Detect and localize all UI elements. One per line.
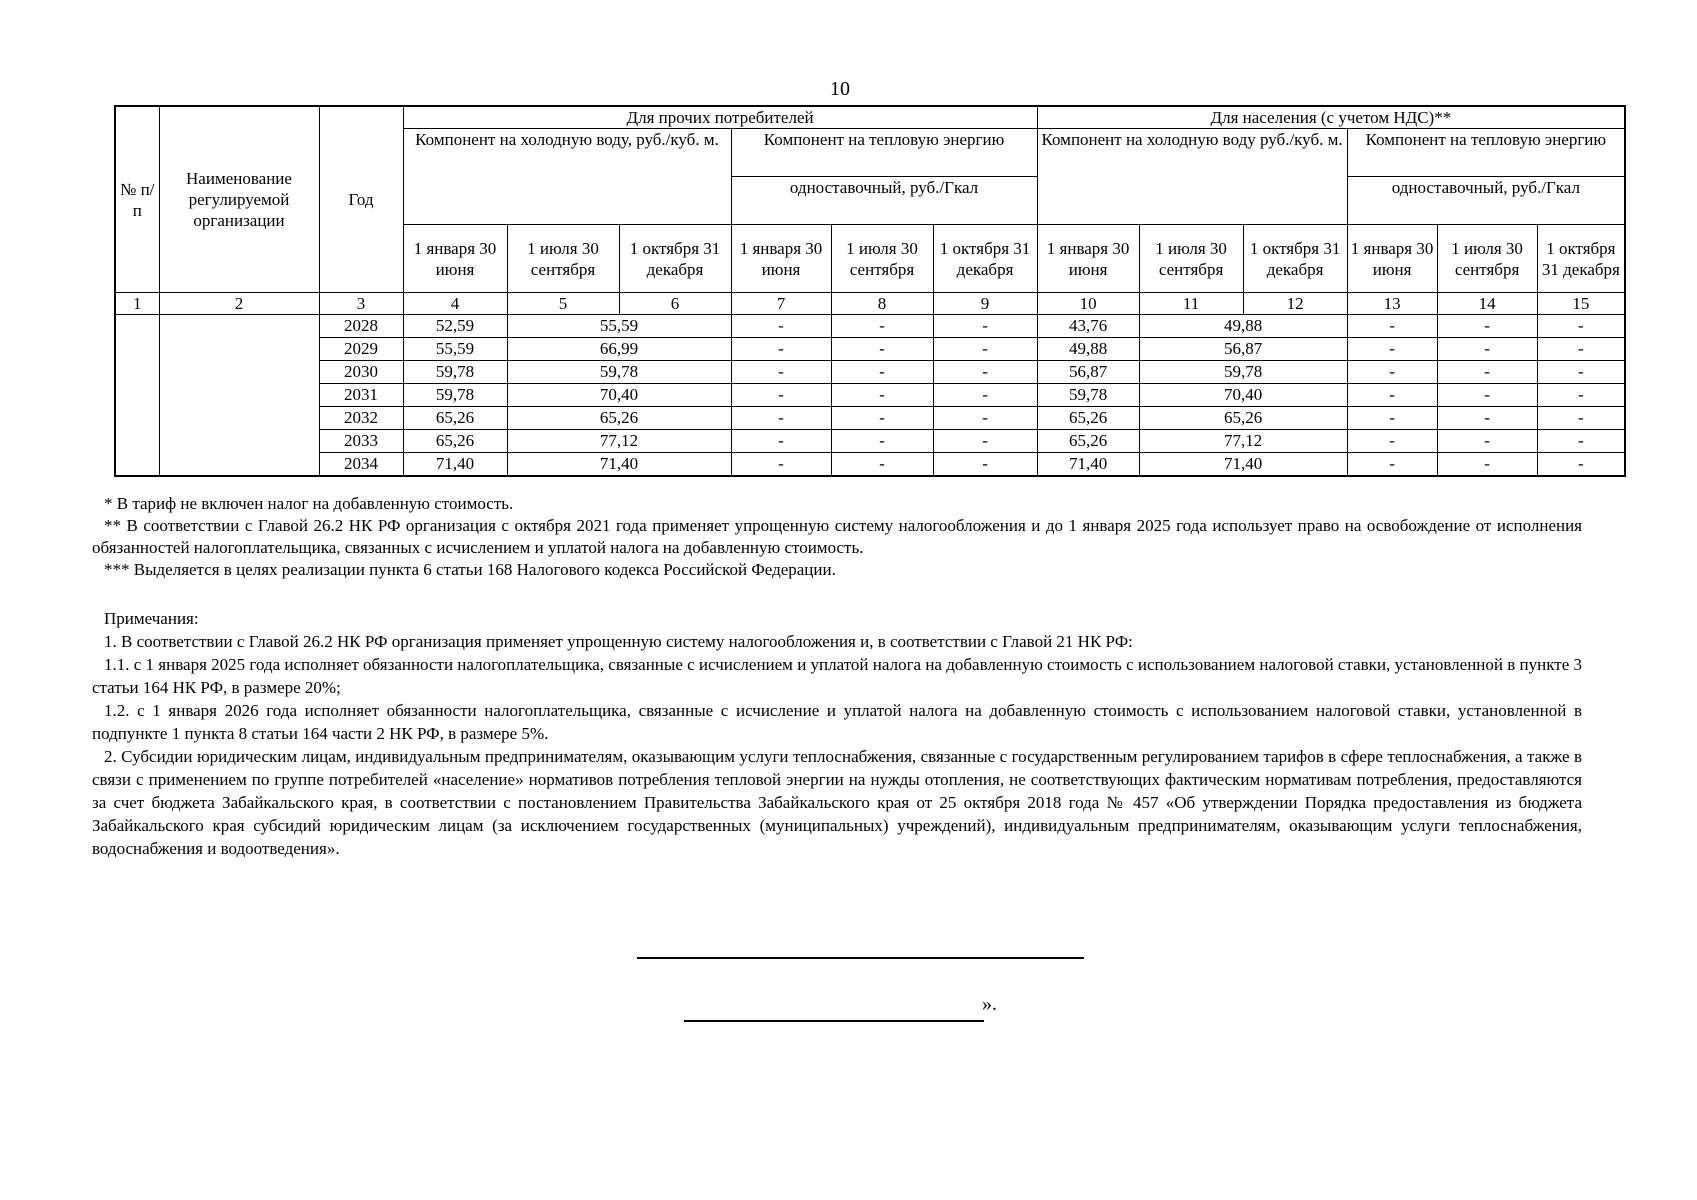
value-cell: 77,12 [1139,430,1347,453]
value-cell: - [1347,338,1437,361]
value-cell: 70,40 [1139,384,1347,407]
year-cell: 2032 [319,407,403,430]
year-cell: 2030 [319,361,403,384]
table-row [115,315,1625,338]
year-cell: 2034 [319,453,403,477]
value-cell: - [731,315,831,338]
value-cell: - [1347,315,1437,338]
signature-line [684,1000,984,1022]
value-cell: - [831,361,933,384]
column-number: 12 [1243,293,1347,315]
column-number: 13 [1347,293,1437,315]
value-cell: 52,59 [403,315,507,338]
value-cell: - [933,384,1037,407]
org-name-cell [159,315,319,477]
column-number: 9 [933,293,1037,315]
table-row [115,453,1625,477]
value-cell: 71,40 [507,453,731,477]
value-cell: - [831,407,933,430]
header-no: № п/п [115,106,159,293]
value-cell: - [1437,361,1537,384]
header-year: Год [319,106,403,293]
tariff-table [114,105,1626,477]
value-cell: - [1537,315,1625,338]
value-cell: 65,26 [1037,407,1139,430]
value-cell: - [1437,407,1537,430]
column-number: 4 [403,293,507,315]
value-cell: - [731,384,831,407]
table-row [115,361,1625,384]
year-cell: 2028 [319,315,403,338]
value-cell: - [1537,361,1625,384]
header-period: 1 января 30 июня [731,225,831,293]
value-cell: 49,88 [1139,315,1347,338]
footnote-3: *** Выделяется в целях реализации пункта 6 статьи 168 Налогового кодекса Российской Федерации. [104,560,836,579]
table-row [115,407,1625,430]
table-row [115,338,1625,361]
value-cell: 55,59 [507,315,731,338]
value-cell: - [1347,453,1437,477]
value-cell: 59,78 [1037,384,1139,407]
closing-quote: ». [982,993,997,1015]
value-cell: 65,26 [507,407,731,430]
value-cell: - [933,361,1037,384]
value-cell: - [731,407,831,430]
value-cell: 59,78 [403,384,507,407]
header-period: 1 июля 30 сентября [1437,225,1537,293]
column-number: 2 [159,293,319,315]
value-cell: 65,26 [403,430,507,453]
value-cell: - [1347,407,1437,430]
footnotes [92,493,1582,581]
value-cell: - [831,315,933,338]
footnote-2: ** В соответствии с Главой 26.2 НК РФ организация с октября 2021 года применяет упрощенную систему налогообложения и до 1 января 2025 года использует право на освобождение от исполнения обязанностей налогоплательщика, связанных с исчислением и уплатой налога на добавленную стоимость. [92,516,1582,557]
value-cell: 65,26 [1139,407,1347,430]
value-cell: - [1347,430,1437,453]
value-cell: - [933,430,1037,453]
header-period: 1 июля 30 сентября [507,225,619,293]
column-number: 14 [1437,293,1537,315]
header-period: 1 июля 30 сентября [831,225,933,293]
value-cell: - [1537,407,1625,430]
value-cell: 77,12 [507,430,731,453]
value-cell: - [1537,430,1625,453]
value-cell: - [831,453,933,477]
value-cell: 70,40 [507,384,731,407]
value-cell: 55,59 [403,338,507,361]
value-cell: - [1537,453,1625,477]
value-cell: - [933,453,1037,477]
column-number: 1 [115,293,159,315]
value-cell: - [933,338,1037,361]
value-cell: - [1437,384,1537,407]
header-group-population: Для населения (с учетом НДС)** [1037,106,1625,129]
column-number: 10 [1037,293,1139,315]
value-cell: - [1537,384,1625,407]
value-cell: 56,87 [1037,361,1139,384]
value-cell: - [933,407,1037,430]
header-period: 1 октября 31 декабря [1243,225,1347,293]
value-cell: 66,99 [507,338,731,361]
value-cell: - [831,430,933,453]
header-cold-water-pop: Компонент на холодную воду руб./куб. м. [1037,129,1347,225]
value-cell: 59,78 [1139,361,1347,384]
value-cell: - [1437,453,1537,477]
table-row [115,384,1625,407]
note-1-1: 1.1. с 1 января 2025 года исполняет обязанности налогоплательщика, связанные с исчислением и уплатой налога на добавленную стоимость с использованием налоговой ставки, установленной в пункте 3 статьи 164 НК РФ, в размере 20%; [92,655,1582,697]
value-cell: - [1437,338,1537,361]
header-period: 1 октября 31 декабря [619,225,731,293]
header-heat-pop: Компонент на тепловую энергию [1347,129,1625,177]
value-cell: - [731,430,831,453]
column-number: 7 [731,293,831,315]
year-cell: 2033 [319,430,403,453]
column-number: 5 [507,293,619,315]
value-cell: 65,26 [403,407,507,430]
footnote-1: * В тариф не включен налог на добавленную стоимость. [104,494,514,513]
value-cell: - [731,338,831,361]
column-number: 3 [319,293,403,315]
column-number: 8 [831,293,933,315]
note-1-2: 1.2. с 1 января 2026 года исполняет обязанности налогоплательщика, связанные с исчисление и уплатой налога на добавленную стоимость с использованием налоговой ставки, установленной в подпункте 1 пункта 8 статьи 164 части 2 НК РФ, в размере 5%. [92,701,1582,743]
column-number: 11 [1139,293,1243,315]
separator-line [637,957,1084,959]
value-cell: 71,40 [1037,453,1139,477]
page-number: 10 [830,78,850,100]
value-cell: 71,40 [403,453,507,477]
note-1: 1. В соответствии с Главой 26.2 НК РФ организация применяет упрощенную систему налогообложения и, в соответствии с Главой 21 НК РФ: [104,632,1133,651]
value-cell: 65,26 [1037,430,1139,453]
note-2: 2. Субсидии юридическим лицам, индивидуальным предпринимателям, оказывающим услуги теплоснабжения, связанные с государственным регулированием тарифов в сфере теплоснабжения, а также в связи с применением по группе потребителей «население» нормативов потребления тепловой энергии на нужды отопления, не соответствующих фактическим нормативам потребления, предоставляются за счет бюджета Забайкальского края, в соответствии с постановлением Правительства Забайкальского края от 25 октября 2018 года № 457 «Об утверждении Порядка предоставления из бюджета Забайкальского края субсидий юридическим лицам (за исключением государственных (муниципальных) учреждений), индивидуальным предпринимателям, оказывающим услуги теплоснабжения, водоснабжения и водоотведения». [92,747,1582,858]
value-cell: - [933,315,1037,338]
value-cell: - [831,384,933,407]
value-cell: - [731,453,831,477]
value-cell: - [1347,384,1437,407]
notes-title: Примечания: [104,609,199,628]
column-number: 6 [619,293,731,315]
header-heat-other: Компонент на тепловую энергию [731,129,1037,177]
header-group-other: Для прочих потребителей [403,106,1037,129]
value-cell: - [831,338,933,361]
value-cell: - [1437,315,1537,338]
value-cell: - [731,361,831,384]
header-cold-water-other: Компонент на холодную воду, руб./куб. м. [403,129,731,225]
value-cell: - [1537,338,1625,361]
header-period: 1 января 30 июня [403,225,507,293]
header-period: 1 июля 30 сентября [1139,225,1243,293]
header-period: 1 января 30 июня [1347,225,1437,293]
value-cell: 43,76 [1037,315,1139,338]
value-cell: 59,78 [507,361,731,384]
value-cell: - [1347,361,1437,384]
header-period: 1 января 30 июня [1037,225,1139,293]
value-cell: 59,78 [403,361,507,384]
header-heat-pop-unit: одноставочный, руб./Гкал [1347,177,1625,225]
value-cell: - [1437,430,1537,453]
notes [92,607,1582,860]
table-row [115,430,1625,453]
column-number-row [115,293,1625,315]
header-heat-other-unit: одноставочный, руб./Гкал [731,177,1037,225]
value-cell: 56,87 [1139,338,1347,361]
year-cell: 2031 [319,384,403,407]
value-cell: 71,40 [1139,453,1347,477]
year-cell: 2029 [319,338,403,361]
row-number-cell [115,315,159,477]
value-cell: 49,88 [1037,338,1139,361]
header-period: 1 октября 31 декабря [1537,225,1625,293]
header-org: Наименование регулируемой организации [159,106,319,293]
header-period: 1 октября 31 декабря [933,225,1037,293]
column-number: 15 [1537,293,1625,315]
